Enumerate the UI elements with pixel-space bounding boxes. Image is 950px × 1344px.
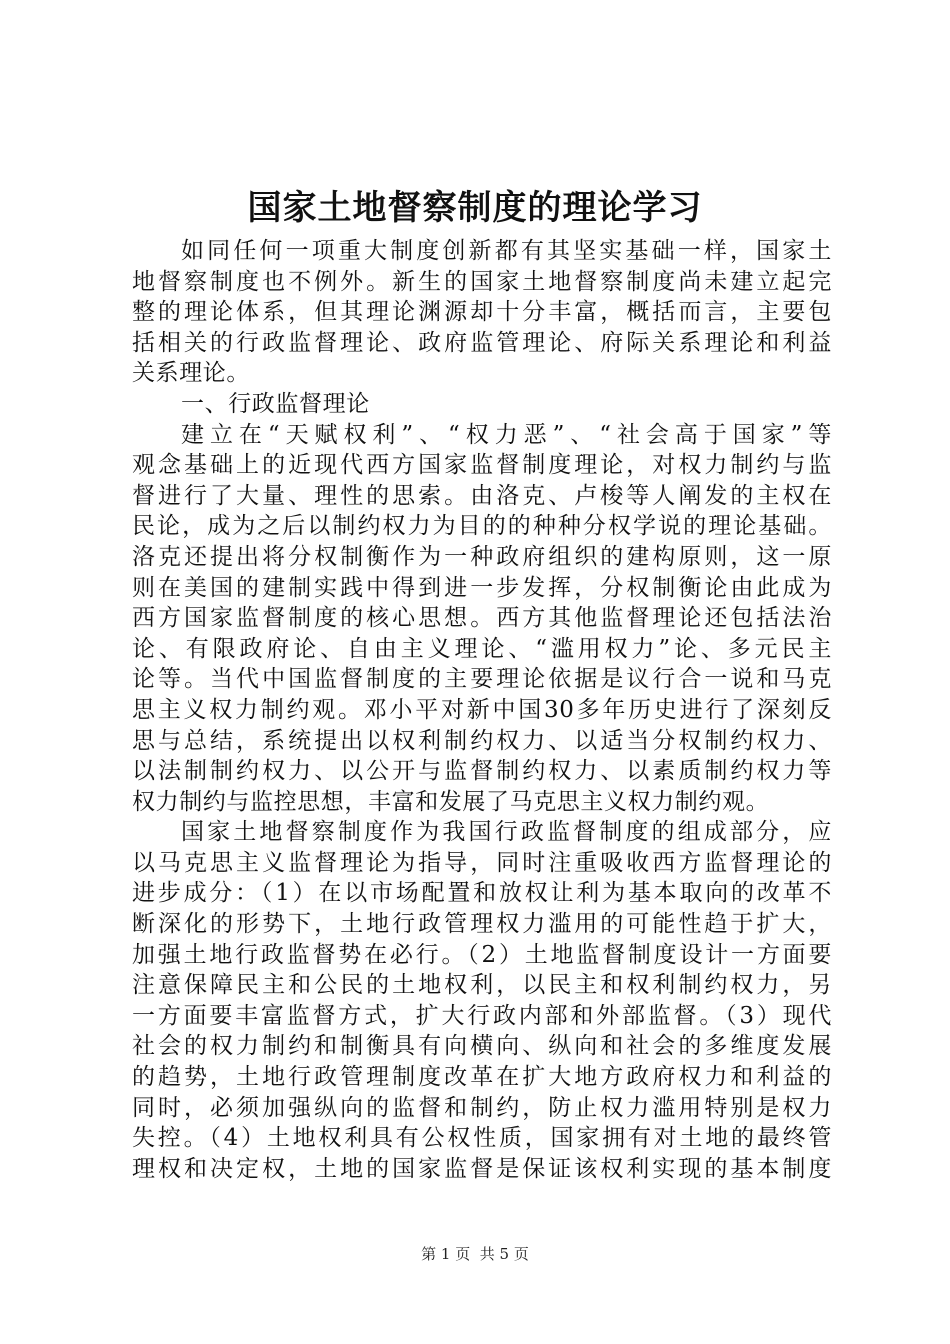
document-title: 国家土地督察制度的理论学习 xyxy=(247,188,703,228)
text-line: 民论，成为之后以制约权力为目的的种种分权学说的理论基础。 xyxy=(132,513,832,540)
text-line: 以马克思主义监督理论为指导，同时注重吸收西方监督理论的 xyxy=(132,849,832,876)
text-line: 进步成分：（1）在以市场配置和放权让利为基本取向的改革不 xyxy=(132,880,832,907)
text-line: 的趋势，土地行政管理制度改革在扩大地方政府权力和利益的 xyxy=(132,1064,832,1091)
text-line: 以法制制约权力、以公开与监督制约权力、以素质制约权力等 xyxy=(132,758,832,785)
text-line: 国家土地督察制度作为我国行政监督制度的组成部分，应 xyxy=(181,819,832,846)
page-number-footer: 第 1 页 共 5 页 xyxy=(421,1245,529,1263)
text-line: 关系理论。 xyxy=(132,360,250,387)
text-line: 注意保障民主和公民的土地权利，以民主和权利制约权力，另 xyxy=(132,972,832,999)
text-line: 失控。（4）土地权利具有公权性质，国家拥有对土地的最终管 xyxy=(132,1125,832,1152)
text-line: 西方国家监督制度的核心思想。西方其他监督理论还包括法治 xyxy=(132,605,832,632)
text-line: 建立在“天赋权利”、“权力恶”、“社会高于国家”等 xyxy=(181,421,832,448)
text-line: 如同任何一项重大制度创新都有其坚实基础一样，国家土 xyxy=(181,238,832,264)
text-line: 思与总结，系统提出以权利制约权力、以适当分权制约权力、 xyxy=(132,727,832,754)
text-line: 理权和决定权，土地的国家监督是保证该权利实现的基本制度 xyxy=(132,1155,832,1182)
text-line: 地督察制度也不例外。新生的国家土地督察制度尚未建立起完 xyxy=(132,268,832,295)
text-line: 论、有限政府论、自由主义理论、“滥用权力”论、多元民主 xyxy=(132,635,832,662)
text-line: 一方面要丰富监督方式，扩大行政内部和外部监督。（3）现代 xyxy=(132,1002,832,1029)
text-line: 整的理论体系，但其理论渊源却十分丰富，概括而言，主要包 xyxy=(132,299,832,326)
text-line: 同时，必须加强纵向的监督和制约，防止权力滥用特别是权力 xyxy=(132,1094,832,1121)
text-line: 社会的权力制约和制衡具有向横向、纵向和社会的多维度发展 xyxy=(132,1033,832,1060)
text-line: 权力制约与监控思想，丰富和发展了马克思主义权力制约观。 xyxy=(132,788,770,815)
text-line: 加强土地行政监督势在必行。（2）土地监督制度设计一方面要 xyxy=(132,941,832,968)
text-line: 论等。当代中国监督制度的主要理论依据是议行合一说和马克 xyxy=(132,666,832,693)
text-line: 洛克还提出将分权制衡作为一种政府组织的建构原则，这一原 xyxy=(132,543,832,570)
section-heading: 一、行政监督理论 xyxy=(181,390,370,417)
text-line: 则在美国的建制实践中得到进一步发挥，分权制衡论由此成为 xyxy=(132,574,832,601)
text-line: 断深化的形势下，土地行政管理权力滥用的可能性趋于扩大， xyxy=(132,911,832,938)
text-line: 思主义权力制约观。邓小平对新中国30多年历史进行了深刻反 xyxy=(132,696,832,723)
text-line: 督进行了大量、理性的思索。由洛克、卢梭等人阐发的主权在 xyxy=(132,482,832,509)
text-line: 观念基础上的近现代西方国家监督制度理论，对权力制约与监 xyxy=(132,452,832,479)
document-body xyxy=(132,236,832,1184)
text-line: 括相关的行政监督理论、政府监管理论、府际关系理论和利益 xyxy=(132,329,832,356)
